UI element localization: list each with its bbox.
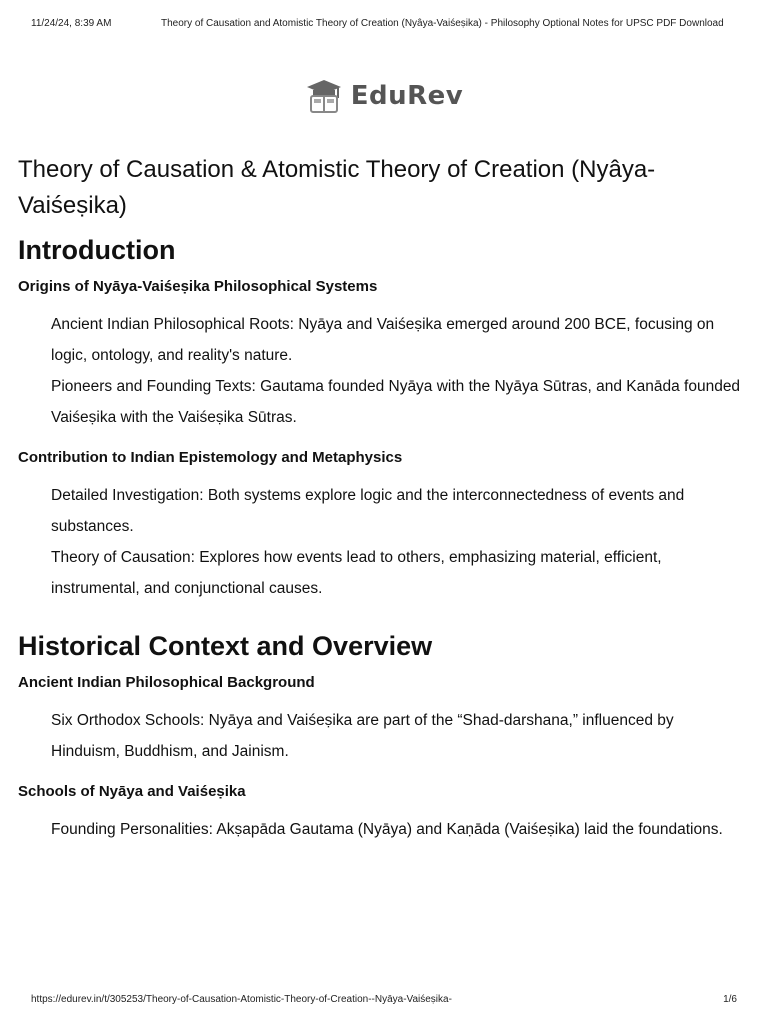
brand-name: EduRev: [350, 81, 464, 111]
paragraph-detailed-investigation: Detailed Investigation: Both systems explore logic and the interconnectedness of events and substances.: [51, 487, 685, 535]
subsection-heading-origins: Origins of Nyāya-Vaiśeṣika Philosophical Systems: [18, 278, 378, 295]
print-title: Theory of Causation and Atomistic Theory of Creation (Nyâya-Vaiśeṣika) - Philosophy Optional Notes for UPSC PDF Download: [161, 18, 724, 29]
section-heading-historical-context: Historical Context and Overview: [18, 631, 433, 661]
paragraph-founding-personalities: Founding Personalities: Akṣapāda Gautama (Nyāya) and Kaṇāda (Vaiśeṣika) laid the foundations.: [51, 821, 723, 838]
page-number: 1/6: [723, 994, 737, 1005]
page-url-link[interactable]: https://edurev.in/t/305253/Theory-of-Causation-Atomistic-Theory-of-Creation--Nyāya-Vaiśeṣika-: [31, 994, 452, 1005]
subsection-heading-schools: Schools of Nyāya and Vaiśeṣika: [18, 783, 246, 800]
document-title: Theory of Causation & Atomistic Theory of Creation (Nyâya-Vaiśeṣika): [18, 156, 656, 219]
print-date: 11/24/24, 8:39 AM: [31, 18, 112, 29]
edurev-logo[interactable]: [0, 78, 768, 114]
paragraph-six-orthodox-schools: Six Orthodox Schools: Nyāya and Vaiśeṣika are part of the “Shad-darshana,” influenced by Hinduism, Buddhism, and Jainism.: [51, 712, 674, 760]
subsection-heading-background: Ancient Indian Philosophical Background: [18, 674, 315, 691]
subsection-heading-contribution: Contribution to Indian Epistemology and Metaphysics: [18, 449, 403, 466]
paragraph-philosophical-roots: Ancient Indian Philosophical Roots: Nyāya and Vaiśeṣika emerged around 200 BCE, focusing on logic, ontology, and reality's nature.: [51, 316, 715, 364]
document-content: [18, 152, 744, 845]
section-heading-introduction: Introduction: [18, 235, 176, 265]
paragraph-founding-texts: Pioneers and Founding Texts: Gautama founded Nyāya with the Nyāya Sūtras, and Kanāda founded Vaiśeṣika with the Vaiśeṣika Sūtras.: [51, 378, 741, 426]
paragraph-theory-of-causation: Theory of Causation: Explores how events lead to others, emphasizing material, efficient, instrumental, and conjunctional causes.: [51, 549, 662, 597]
graduation-cap-icon: [305, 78, 343, 114]
